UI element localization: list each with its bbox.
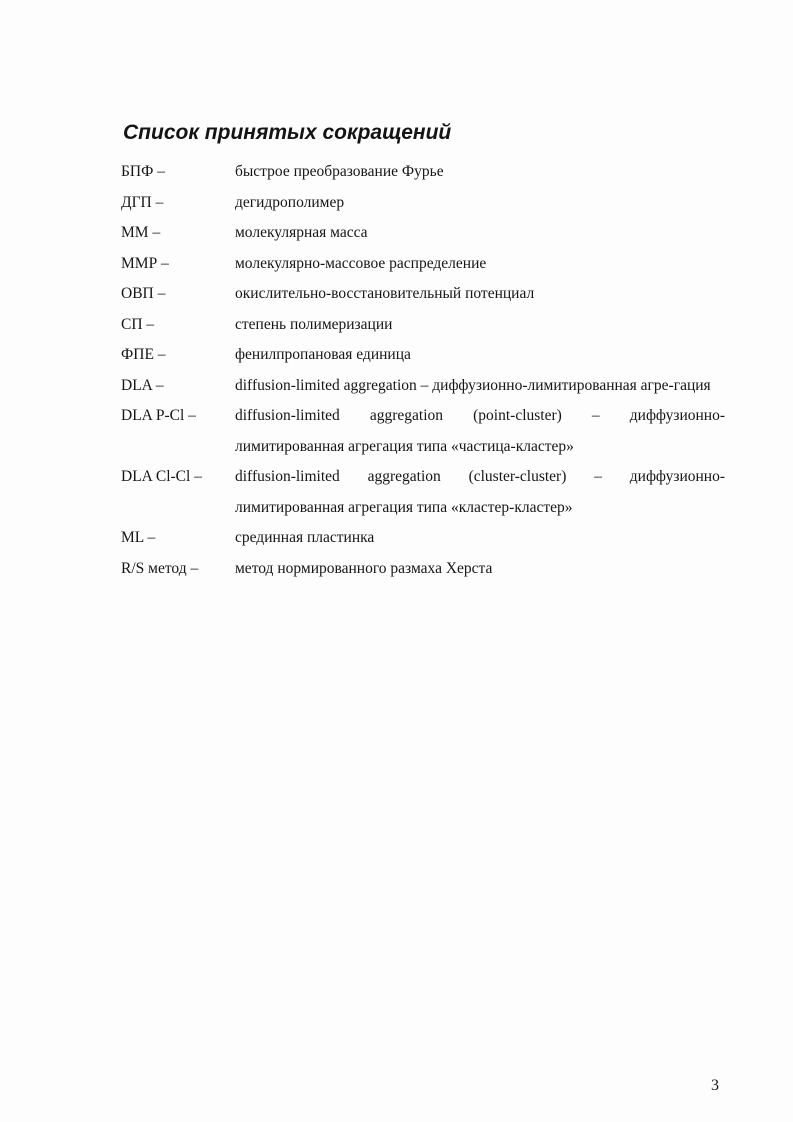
abbreviation-term: DLA Cl-Cl – xyxy=(121,468,202,485)
abbreviation-list xyxy=(121,157,725,584)
abbreviation-term: DLA P-Cl – xyxy=(121,407,196,424)
abbreviation-definition: быстрое преобразование Фурье xyxy=(235,163,444,180)
abbreviation-definition: diffusion-limited aggregation – диффузионно-лимитированная агре-гация xyxy=(235,376,711,394)
abbreviation-row xyxy=(121,462,725,523)
abbreviation-term: ММ – xyxy=(121,224,161,241)
abbreviation-row xyxy=(121,188,725,219)
abbreviation-definition: дегидрополимер xyxy=(235,193,345,211)
abbreviation-row xyxy=(121,523,725,554)
abbreviation-definition: окислительно-восстановительный потенциал xyxy=(235,285,535,302)
abbreviation-row xyxy=(121,218,725,249)
abbreviation-term: БПФ – xyxy=(121,163,165,180)
abbreviation-row xyxy=(121,401,725,462)
abbreviation-term: R/S метод – xyxy=(121,559,199,577)
abbreviation-row xyxy=(121,310,725,341)
abbreviation-definition: степень полимеризации xyxy=(235,315,393,333)
abbreviation-term: ОВП – xyxy=(121,285,166,302)
page-heading: Список принятых сокращений xyxy=(123,121,452,144)
abbreviation-row xyxy=(121,157,725,188)
abbreviation-definition: метод нормированного размаха Херста xyxy=(235,559,493,577)
abbreviation-definition: срединная пластинка xyxy=(235,529,375,546)
abbreviation-term: СП – xyxy=(121,315,155,333)
abbreviation-row xyxy=(121,371,725,402)
page-number: 3 xyxy=(711,1077,719,1094)
abbreviation-term: ДГП – xyxy=(121,193,164,211)
abbreviation-row xyxy=(121,340,725,371)
abbreviation-definition: фенилпропановая единица xyxy=(235,346,411,363)
abbreviation-term: ММР – xyxy=(121,254,169,272)
abbreviation-definition: молекулярно-массовое распределение xyxy=(235,254,487,272)
abbreviation-definition: diffusion-limited aggregation (cluster-cluster) – диффузионно-лимитированная агрегация типа «кластер-кластер» xyxy=(235,468,725,516)
abbreviation-row xyxy=(121,249,725,280)
abbreviation-row xyxy=(121,279,725,310)
abbreviation-definition: diffusion-limited aggregation (point-cluster) – диффузионно-лимитированная агрегация типа «частица-кластер» xyxy=(235,407,725,455)
abbreviation-term: ФПЕ – xyxy=(121,346,166,363)
abbreviation-term: ML – xyxy=(121,529,156,546)
abbreviation-definition: молекулярная масса xyxy=(235,224,368,241)
abbreviation-term: DLA – xyxy=(121,376,164,394)
abbreviation-row xyxy=(121,554,725,585)
